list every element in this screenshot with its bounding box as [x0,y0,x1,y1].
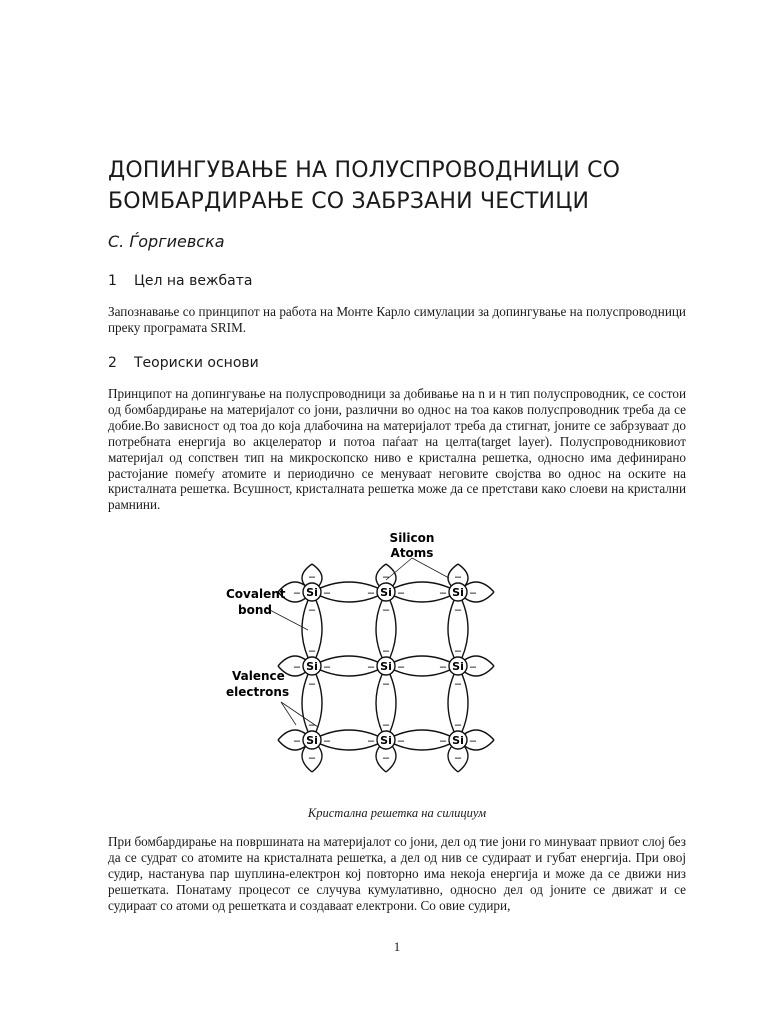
label-valence-electrons-line-1: Valence [232,669,285,683]
valence-electron: – [398,733,404,747]
valence-electron: – [455,676,461,690]
valence-electron: – [309,750,315,764]
valence-electron: – [383,643,389,657]
valence-electron: – [470,585,476,599]
paragraph-after-figure: При бомбардирање на површината на материјалот со јони, дел од тие јони го минуваат првиот слој без да се судрат со атомите на кристалната решетка, а дел од нив се судираат и губат енергија. При овој судир, настанува пар шуплина-електрон кој повторно има некоја енергија и може да се движи низ решетката. Понатаму процесот се случува кумулативно, односно дел од јоните се движат и се судираат со атоми од решетката и создаваат електрони. Со овие судири, [108,834,686,913]
valence-electron: – [294,585,300,599]
silicon-atom-label: Si [306,660,318,673]
silicon-atom-label: Si [306,586,318,599]
silicon-atom-label: Si [452,734,464,747]
silicon-lattice-figure [226,520,586,795]
covalent-bond-arc [386,740,458,750]
valence-electron: – [368,585,374,599]
section-1-title: Цел на вежбата [134,273,253,289]
label-covalent-bond-line-1: Covalent [226,587,286,601]
valence-electron: – [309,676,315,690]
valence-electron: – [309,602,315,616]
title-line-1: ДОПИНГУВАЊЕ НА ПОЛУСПРОВОДНИЦИ СО [108,158,621,183]
section-2-heading [108,355,259,371]
silicon-lattice-diagram [226,520,586,795]
valence-electron: – [324,659,330,673]
valence-electron: – [383,676,389,690]
valence-electron: – [294,733,300,747]
silicon-atom-label: Si [380,586,392,599]
section-2-title: Теориски основи [134,355,259,371]
valence-electron: – [383,569,389,583]
author-name: С. Ѓоргиевска [108,232,225,251]
valence-electron: – [455,750,461,764]
valence-electron: – [398,659,404,673]
valence-electron: – [309,643,315,657]
valence-electron: – [455,569,461,583]
valence-electron: – [294,659,300,673]
valence-electron: – [368,733,374,747]
valence-electron: – [440,659,446,673]
valence-electron: – [455,602,461,616]
label-silicon-atoms-line-1: Silicon [389,531,435,545]
valence-electron: – [324,733,330,747]
covalent-bond-arc [386,656,458,666]
label-covalent-bond-line-2: bond [238,603,272,617]
valence-electron: – [383,717,389,731]
valence-electron: – [470,733,476,747]
silicon-atom-label: Si [452,586,464,599]
section-2-number: 2 [108,355,117,371]
paper-title [108,155,686,217]
valence-electron: – [398,585,404,599]
silicon-atom-label: Si [380,734,392,747]
section-2-paragraph: Принципот на допингување на полуспроводници за добивање на n и н тип полуспроводник, се состои од бомбардирање на материјалот со јони, различни во однос на тоа каков полуспроводник треба да се добие.Во зависност од тоа до која длабочина на материјалот треба да стигнат, јоните се забрзуваат до потребната енергија во акцелератор и потоа паѓаат на целта(target layer). Полуспроводниковиот материјал од сопствен тип на микроскопско ниво е кристална решетка, односно има дефинирано растојание помеѓу атомите и периодично се менуваат неговите својства во однос на оските на кристалната решетка. Всушност, кристалната решетка може да се претстави како слоеви на кристални рамнини. [108,386,686,513]
valence-electron: – [455,643,461,657]
section-1-paragraph: Запознавање со принципот на работа на Монте Карло симулации за допингување на полуспроводници преку програмата SRIM. [108,304,686,335]
section-1-heading [108,273,253,289]
label-silicon-atoms-line-2: Atoms [390,546,434,560]
valence-electron: – [383,602,389,616]
silicon-atom-label: Si [306,734,318,747]
figure-caption: Кристална решетка на силициум [307,806,487,820]
silicon-atom-label: Si [380,660,392,673]
valence-electron: – [368,659,374,673]
page-number: 1 [393,939,401,954]
title-line-2: БОМБАРДИРАЊЕ СО ЗАБРЗАНИ ЧЕСТИЦИ [108,189,590,214]
silicon-atom-label: Si [452,660,464,673]
valence-electron: – [470,659,476,673]
valence-electron: – [309,717,315,731]
valence-electron: – [440,733,446,747]
section-1-number: 1 [108,273,117,289]
valence-electron: – [455,717,461,731]
covalent-bond-arc [386,730,458,740]
label-valence-electrons-line-2: electrons [226,685,290,699]
valence-electron: – [324,585,330,599]
covalent-bond-arc [386,592,458,602]
valence-electron: – [383,750,389,764]
valence-electron: – [440,585,446,599]
covalent-bond-arc [386,582,458,592]
covalent-bond-arc [386,666,458,676]
valence-electron: – [309,569,315,583]
